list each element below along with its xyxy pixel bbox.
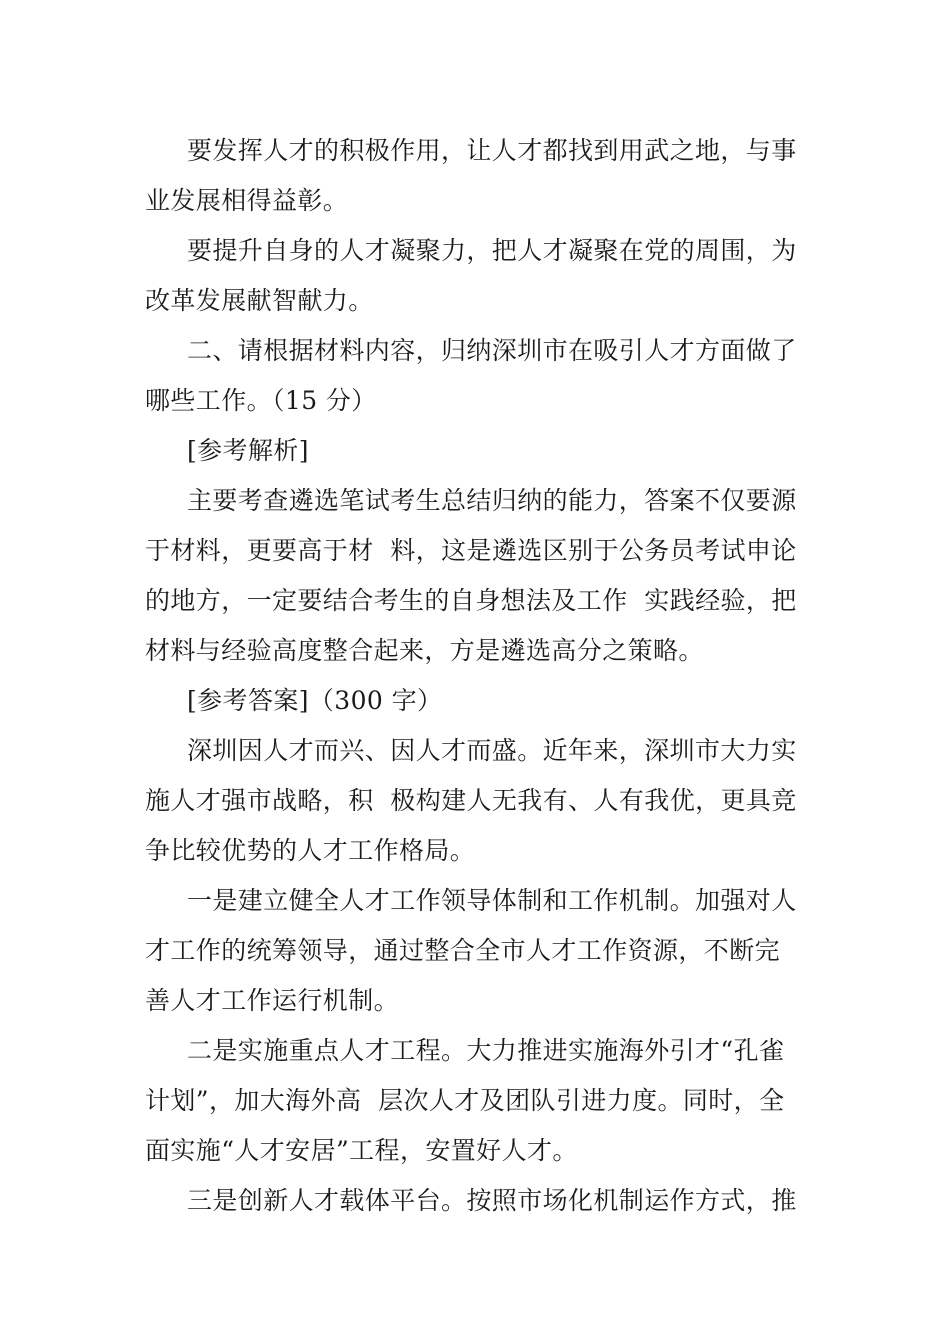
answer-line-2: 施人才强市战略，积 极构建人无我有、人有我优，更具竞 <box>145 786 797 815</box>
answer-line-3: 争比较优势的人才工作格局。 <box>145 836 476 865</box>
text-line-2: 业发展相得益彰。 <box>145 186 349 215</box>
answer-line-1: 深圳因人才而兴、因人才而盛。近年来，深圳市大力实 <box>187 736 797 765</box>
question-line-2: 哪些工作。（15 分） <box>145 386 377 415</box>
answer-heading: [参考答案]（300 字） <box>187 686 443 715</box>
text-line-4: 改革发展献智献力。 <box>145 286 374 315</box>
answer-line-7: 二是实施重点人才工程。大力推进实施海外引才“孔雀 <box>187 1036 785 1065</box>
answer-line-6: 善人才工作运行机制。 <box>145 986 400 1015</box>
answer-line-9: 面实施“人才安居”工程，安置好人才。 <box>145 1136 578 1165</box>
answer-line-10: 三是创新人才载体平台。按照市场化机制运作方式，推 <box>187 1186 797 1215</box>
text-line-3: 要提升自身的人才凝聚力，把人才凝聚在党的周围，为 <box>187 236 797 265</box>
answer-line-5: 才工作的统筹领导，通过整合全市人才工作资源，不断完 <box>145 936 781 965</box>
analysis-line-2: 于材料，更要高于材 料，这是遴选区别于公务员考试申论 <box>145 536 797 565</box>
analysis-line-3: 的地方，一定要结合考生的自身想法及工作 实践经验，把 <box>145 586 797 615</box>
question-line-1: 二、请根据材料内容，归纳深圳市在吸引人才方面做了 <box>187 336 797 365</box>
answer-line-4: 一是建立健全人才工作领导体制和工作机制。加强对人 <box>187 886 797 915</box>
analysis-line-1: 主要考查遴选笔试考生总结归纳的能力，答案不仅要源 <box>187 486 797 515</box>
analysis-heading: [参考解析] <box>187 436 309 465</box>
analysis-line-4: 材料与经验高度整合起来，方是遴选高分之策略。 <box>145 636 704 665</box>
text-line-1: 要发挥人才的积极作用，让人才都找到用武之地，与事 <box>187 136 797 165</box>
answer-line-8: 计划”，加大海外高 层次人才及团队引进力度。同时，全 <box>145 1086 785 1115</box>
